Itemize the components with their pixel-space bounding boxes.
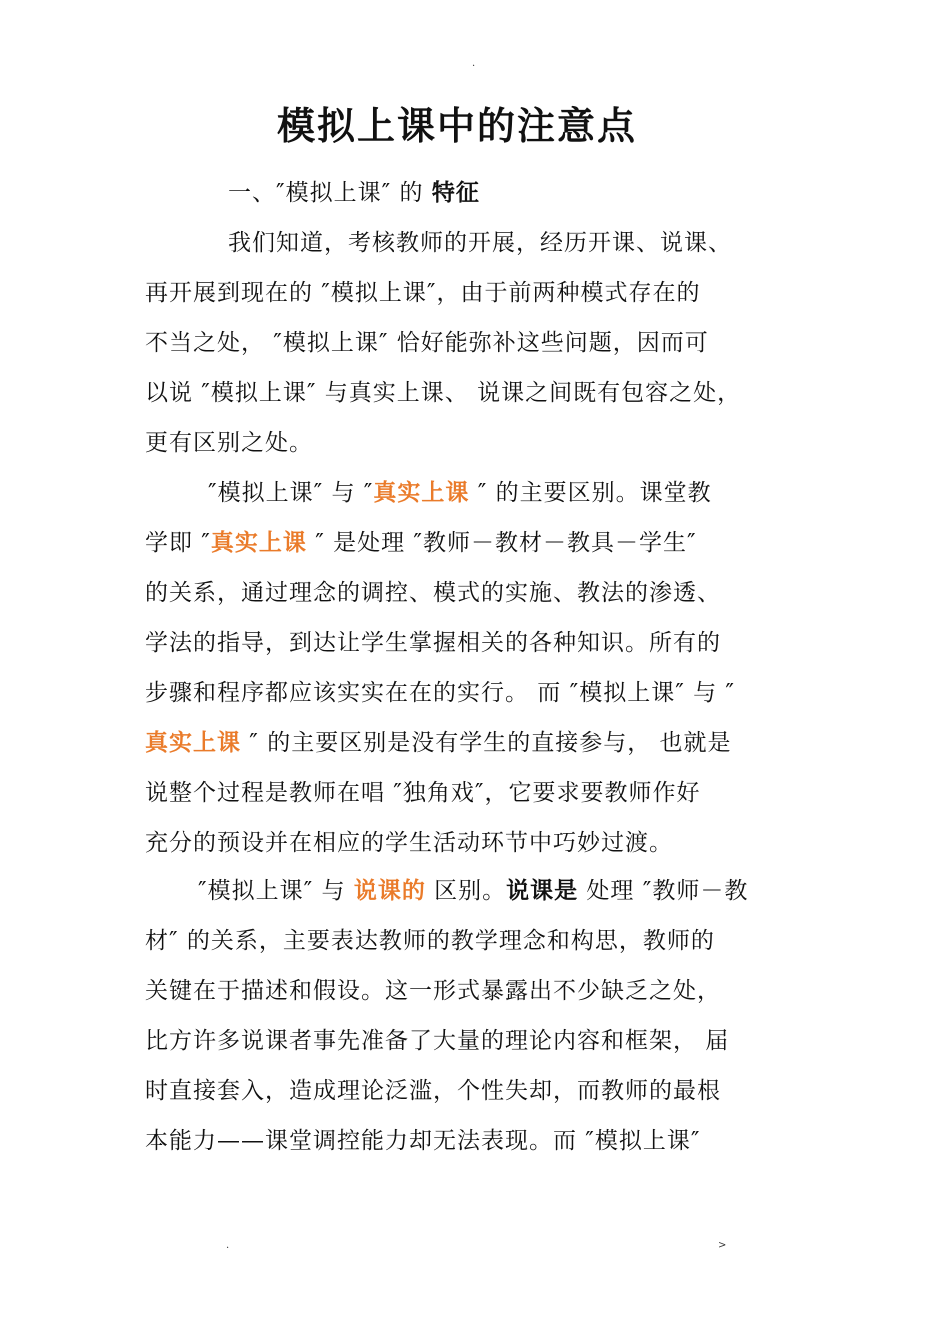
text-segment: ″ 的主要区别。课堂教 (469, 480, 712, 506)
text-segment: ″ 是处理 ″教师－教材－教具－学生″ (306, 530, 697, 556)
paragraph2-line: 步骤和程序都应该实实在在的实行。 而 ″模拟上课″ 与 ″ (145, 680, 736, 706)
paragraph2-line (145, 528, 697, 558)
header-mark: . (472, 58, 476, 69)
section-heading (228, 178, 480, 208)
paragraph1-line: 更有区别之处。 (145, 430, 313, 456)
paragraph2-line (145, 728, 732, 758)
paragraph2-line: 学法的指导，到达让学生掌握相关的各种知识。所有的 (145, 630, 721, 656)
paragraph1-line: 我们知道，考核教师的开展，经历开课、说课、 (228, 230, 732, 256)
highlight-real-class: 真实上课 (373, 479, 470, 506)
footer-left-mark: . (226, 1240, 230, 1251)
paragraph2-line: 充分的预设并在相应的学生活动环节中巧妙过渡。 (145, 830, 673, 856)
footer-right-mark: > (718, 1240, 727, 1251)
highlight-real-class: 真实上课 (210, 529, 307, 556)
paragraph3-line (198, 876, 748, 906)
paragraph3-line: 关键在于描述和假设。这一形式暴露出不少缺乏之处， (145, 978, 721, 1004)
text-segment: ″模拟上课″ 与 ″ (208, 480, 374, 506)
text-segment: 处理 ″教师－教 (578, 878, 749, 904)
paragraph1-line: 以说 ″模拟上课″ 与真实上课、 说课之间既有包容之处， (145, 380, 742, 406)
paragraph1-line: 不当之处， ″模拟上课″ 恰好能弥补这些问题，因而可 (145, 330, 709, 356)
paragraph2-line: 的关系，通过理念的调控、模式的实施、教法的渗透、 (145, 580, 721, 606)
highlight-real-class: 真实上课 (145, 729, 241, 756)
paragraph2-line (208, 478, 712, 508)
text-segment: ″ 的主要区别是没有学生的直接参与， 也就是 (241, 730, 732, 756)
paragraph2-line: 说整个过程是教师在唱 ″独角戏″，它要求要教师作好 (145, 780, 701, 806)
section-heading-strong: 特征 (431, 179, 480, 206)
highlight-lecture: 说课的 (353, 877, 426, 904)
page-title: 模拟上课中的注意点 (277, 103, 638, 148)
section-heading-prefix: 一、″模拟上课″ 的 (228, 180, 424, 206)
paragraph3-line: 比方许多说课者事先准备了大量的理论内容和框架， 届 (145, 1028, 730, 1054)
bold-lecture-is: 说课是 (506, 877, 579, 904)
paragraph3-line: 材″ 的关系，主要表达教师的教学理念和构思，教师的 (145, 928, 715, 954)
paragraph3-line: 时直接套入，造成理论泛滥，个性失却，而教师的最根 (145, 1078, 721, 1104)
text-segment: ″模拟上课″ 与 (198, 878, 354, 904)
text-segment: 学即 ″ (145, 530, 211, 556)
paragraph1-line: 再开展到现在的 ″模拟上课″，由于前两种模式存在的 (145, 280, 701, 306)
text-segment: 区别。 (425, 878, 507, 904)
paragraph3-line: 本能力——课堂调控能力却无法表现。而 ″模拟上课″ (145, 1128, 701, 1154)
